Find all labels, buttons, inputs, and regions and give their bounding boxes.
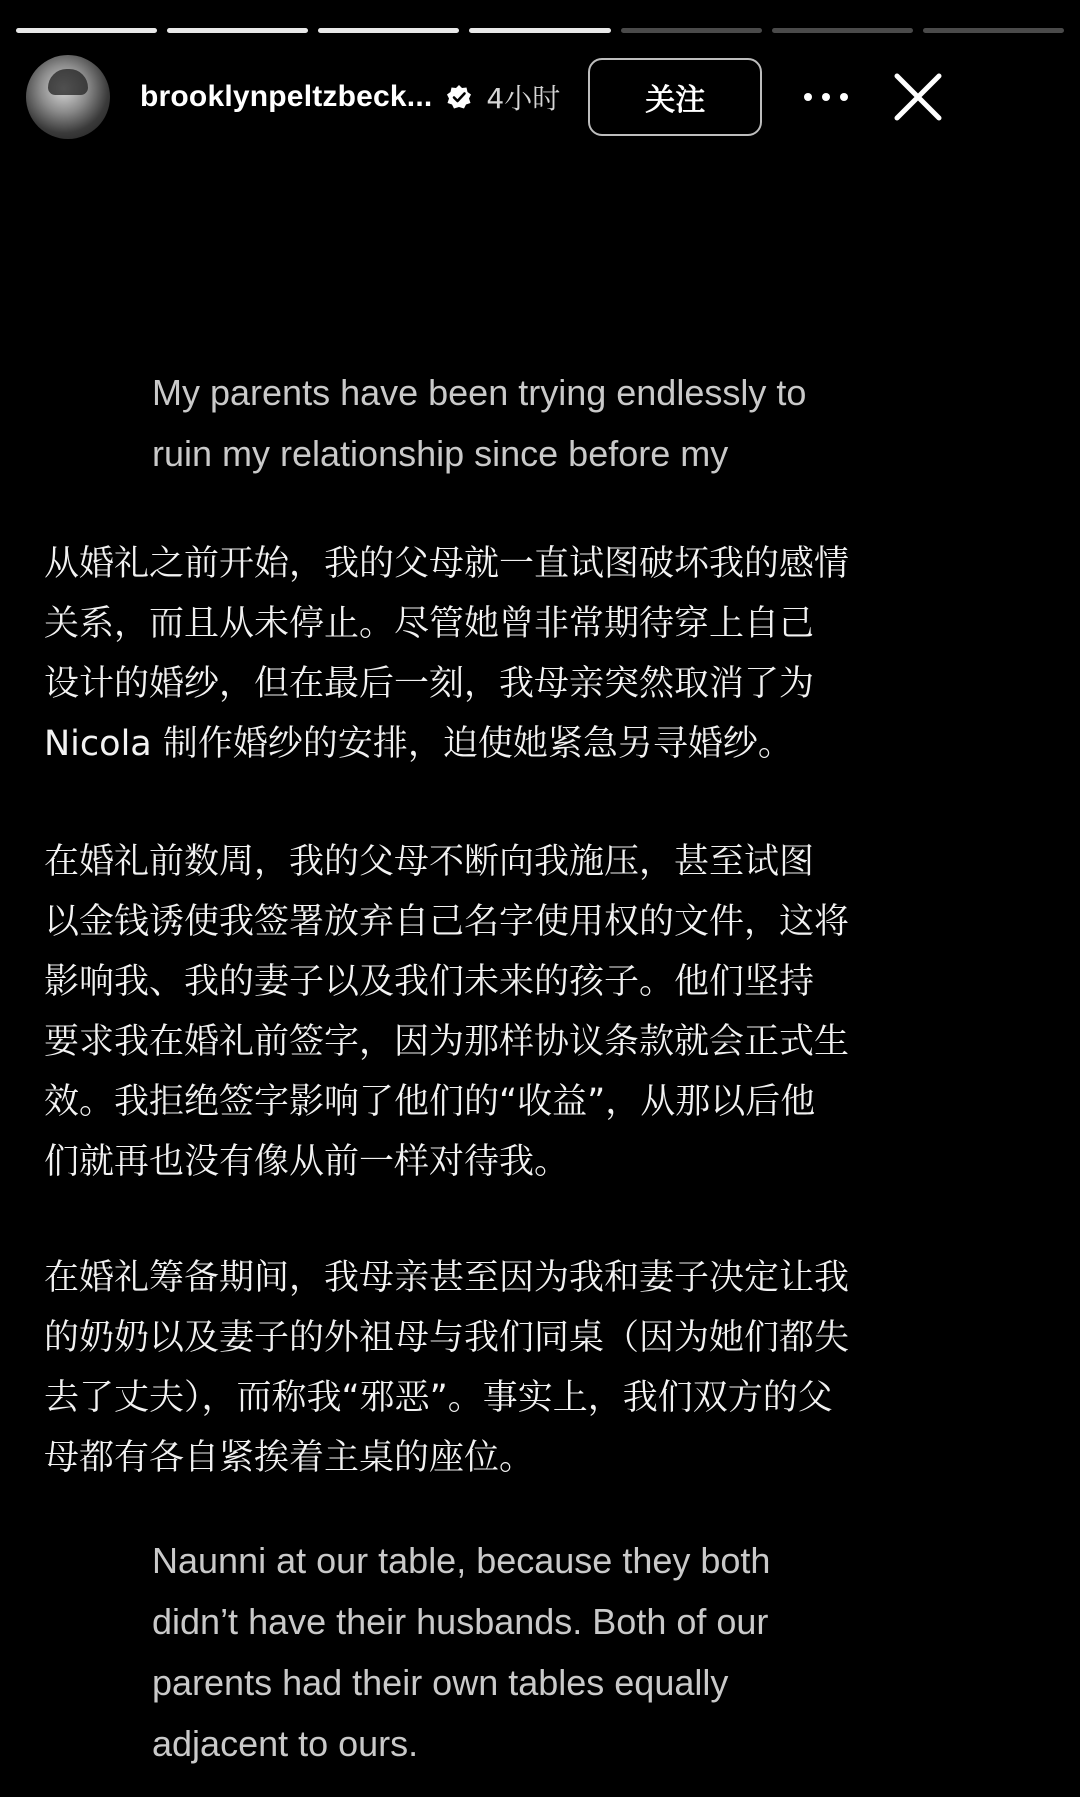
story-header (26, 55, 1056, 139)
story-progress-bar (16, 28, 1064, 34)
username[interactable]: brooklynpeltzbeck... (140, 80, 433, 113)
english-line: adjacent to ours. (152, 1723, 419, 1764)
english-line: didn’t have their husbands. Both of our (152, 1601, 769, 1642)
english-line: parents had their own tables equally (152, 1662, 729, 1703)
paragraph-line: 的奶奶以及妻子的外祖母与我们同桌（因为她们都失 (44, 1318, 850, 1358)
story-progress-segment (16, 28, 157, 33)
story-progress-segment (772, 28, 913, 33)
follow-button[interactable]: 关注 (588, 58, 762, 136)
story-progress-segment (167, 28, 308, 33)
paragraph-line: 们就再也没有像从前一样对待我。 (44, 1142, 570, 1182)
paragraph-line: 影响我、我的妻子以及我们未来的孩子。他们坚持 (44, 962, 815, 1002)
story-progress-segment (318, 28, 459, 33)
paragraph-line: 从婚礼之前开始，我的父母就一直试图破坏我的感情 (44, 544, 850, 584)
english-line: Naunni at our table, because they both (152, 1540, 771, 1581)
paragraph-line: 母都有各自紧挨着主桌的座位。 (44, 1438, 535, 1478)
verified-badge-icon (446, 84, 472, 110)
paragraph-line: 效。我拒绝签字影响了他们的“收益”，从那以后他 (44, 1082, 816, 1122)
paragraph-line: 要求我在婚礼前签字，因为那样协议条款就会正式生 (44, 1022, 850, 1062)
paragraph-line: 以金钱诱使我签署放弃自己名字使用权的文件，这将 (44, 902, 850, 942)
more-options-icon[interactable] (804, 87, 848, 107)
paragraph-line: Nicola 制作婚纱的安排，迫使她紧急另寻婚纱。 (44, 724, 793, 764)
chinese-paragraph (44, 1248, 849, 1488)
english-line: My parents have been trying endlessly to (152, 372, 807, 413)
paragraph-line: 在婚礼前数周，我的父母不断向我施压，甚至试图 (44, 842, 815, 882)
close-icon[interactable] (892, 71, 944, 123)
paragraph-line: 设计的婚纱，但在最后一刻，我母亲突然取消了为 (44, 664, 815, 704)
chinese-paragraph (44, 534, 849, 774)
chinese-paragraph (44, 832, 849, 1192)
paragraph-line: 关系，而且从未停止。尽管她曾非常期待穿上自己 (44, 604, 815, 644)
post-time: 4小时 (486, 82, 561, 115)
story-progress-segment (923, 28, 1064, 33)
paragraph-line: 在婚礼筹备期间，我母亲甚至因为我和妻子决定让我 (44, 1258, 850, 1298)
story-progress-segment (621, 28, 762, 33)
story-progress-segment (469, 28, 610, 33)
english-excerpt-bottom (152, 1530, 770, 1774)
paragraph-line: 去了丈夫），而称我“邪恶”。事实上，我们双方的父 (44, 1378, 833, 1418)
avatar[interactable] (26, 55, 110, 139)
english-excerpt-top (152, 362, 806, 484)
english-line: ruin my relationship since before my (152, 433, 729, 474)
